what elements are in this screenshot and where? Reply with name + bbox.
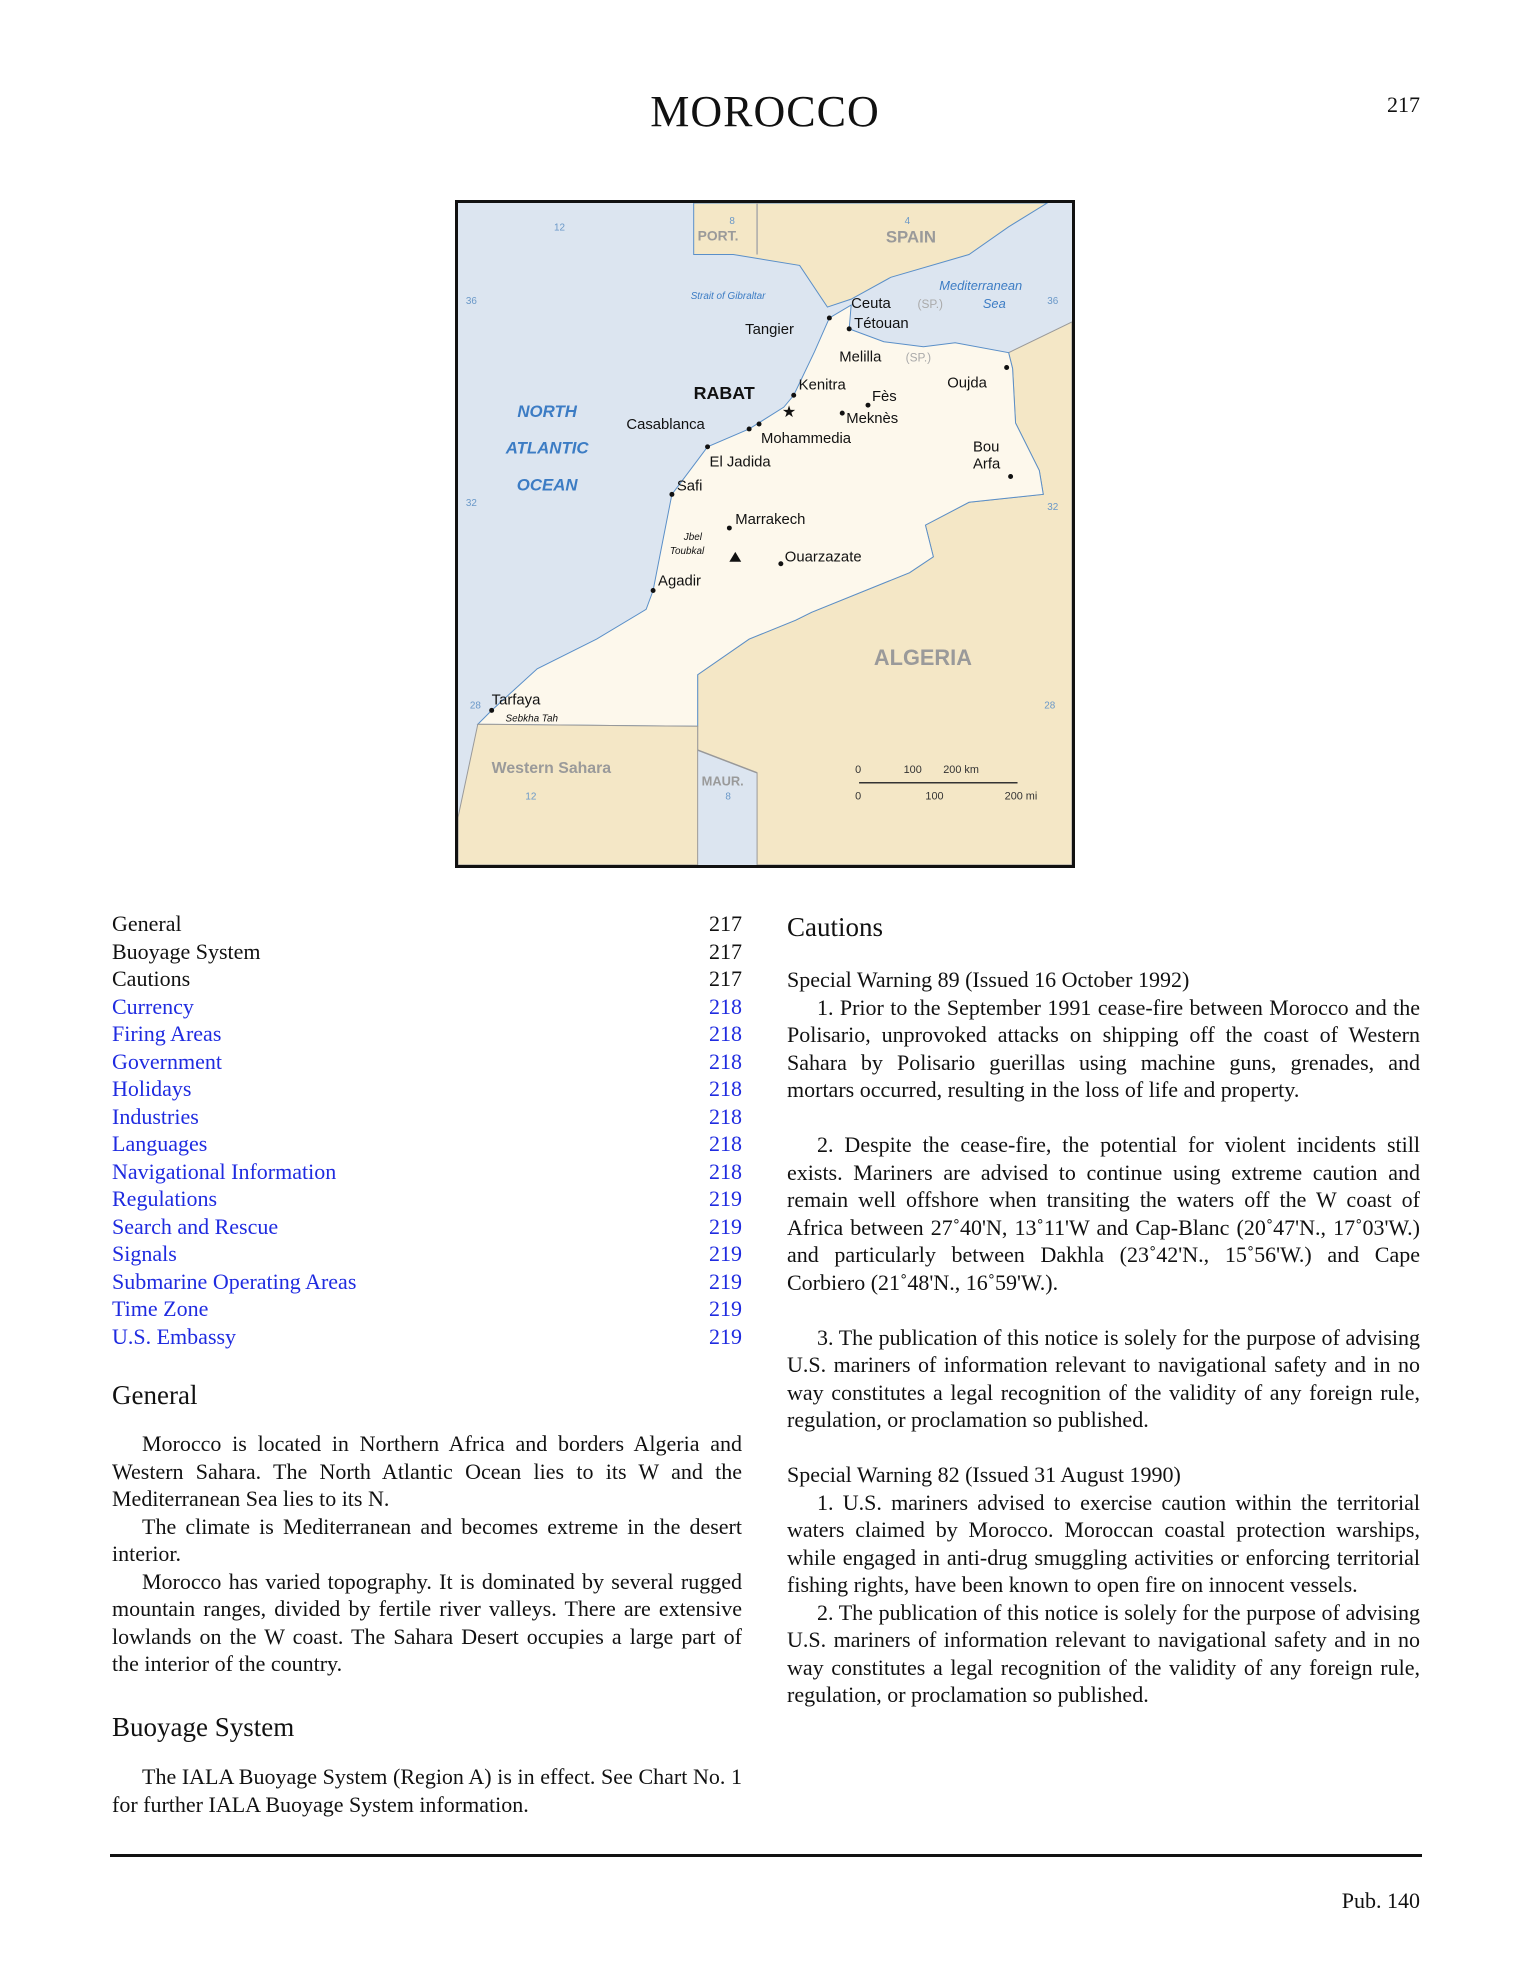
paragraph: 2. The publication of this notice is solely for the purpose of advising U.S. mariners of information relevant to navigational safety and in no way constitutes a legal recognition of the validity of any foreign rule, regulation, or proclamation so published. <box>787 1599 1420 1707</box>
toc-page: 218 <box>709 993 742 1019</box>
cautions-section <box>787 910 1420 1709</box>
map-svg <box>458 203 1072 865</box>
toc-label: Firing Areas <box>112 1021 222 1046</box>
morocco-map <box>455 200 1075 868</box>
city-label: Fès <box>871 389 897 406</box>
toc-page: 219 <box>709 1241 742 1266</box>
toc-label: Navigational Information <box>112 1158 337 1184</box>
toc-page: 218 <box>709 1158 742 1184</box>
toc-label: Government <box>112 1048 222 1074</box>
graticule-label: 12 <box>525 791 537 803</box>
scale-label: 0 <box>855 763 862 776</box>
toc-entry[interactable] <box>112 1130 742 1158</box>
toc-entry[interactable] <box>112 1020 742 1048</box>
toc-label: General <box>112 911 182 936</box>
toc-entry[interactable] <box>112 1240 742 1268</box>
toc-label: Regulations <box>112 1186 218 1211</box>
toc-entry[interactable] <box>112 1295 742 1323</box>
label-ocean-3: OCEAN <box>516 475 578 495</box>
label-spain: SPAIN <box>885 227 936 247</box>
toc-page: 217 <box>709 911 742 936</box>
scale-label: 200 mi <box>1004 790 1038 803</box>
toc-page: 219 <box>709 1186 742 1211</box>
section-heading: Buoyage System <box>112 1712 295 1742</box>
paragraph: Morocco is located in Northern Africa and borders Algeria and Western Sahara. The North Atlantic Ocean lies to its W and the Mediterranean Sea lies to its N. <box>112 1431 742 1511</box>
publication-label: Pub. 140 <box>1341 1888 1420 1913</box>
city-label: Mohammedia <box>761 430 852 447</box>
toc-label: Submarine Operating Areas <box>112 1268 357 1294</box>
toc-page: 219 <box>709 1296 742 1321</box>
toc-page: 219 <box>709 1268 742 1294</box>
toc-label: Search and Rescue <box>112 1213 279 1239</box>
city-label: Tarfaya <box>491 692 541 709</box>
label-rabat: RABAT <box>693 383 755 404</box>
paragraph: The IALA Buoyage System (Region A) is in effect. See Chart No. 1 for further IALA Buoyage System information. <box>112 1764 742 1817</box>
label-ocean-1: NORTH <box>517 402 577 422</box>
city-label: Oujda <box>947 375 987 392</box>
toc-entry[interactable] <box>112 993 742 1021</box>
label-algeria: ALGERIA <box>873 644 972 670</box>
footer-rule <box>110 1854 1422 1857</box>
toc-label: Time Zone <box>112 1296 209 1321</box>
graticule-label: 28 <box>469 700 481 712</box>
western-sahara-land <box>458 724 698 865</box>
warning-title: Special Warning 82 (Issued 31 August 1990) <box>787 1462 1181 1487</box>
paragraph: 2. Despite the cease-fire, the potential for violent incidents still exists. Mariners are advised to continue using extreme caution and remain well offshore when transiting the waters off the W coast of Africa between 27˚40'N, 13˚11'W and Cap-Blanc (20˚47'N., 17˚03'W.) and particularly between Dakhla (23˚42'N., 15˚56'W.) and Cape Corbiero (21˚48'N., 16˚59'W.). <box>787 1132 1420 1295</box>
toc-label: Holidays <box>112 1076 192 1101</box>
page-title: MOROCCO <box>650 87 880 136</box>
warning-title: Special Warning 89 (Issued 16 October 1992) <box>787 967 1190 992</box>
toc-page: 217 <box>709 938 742 964</box>
city-label: Tangier <box>745 321 794 338</box>
toc-entry[interactable] <box>112 1185 742 1213</box>
city-label: Safi <box>676 478 703 495</box>
toc-entry <box>112 965 742 993</box>
paragraph: 1. Prior to the September 1991 cease-fire between Morocco and the Polisario, unprovoked attacks on shipping off the coast of Western Sahara by Polisario guerillas using machine guns, grenades, and mortars occurred, resulting in the loss of life and property. <box>787 994 1420 1102</box>
toc-page: 219 <box>709 1323 742 1349</box>
city-label: (SP.) <box>905 350 932 365</box>
city-label: Agadir <box>658 573 701 590</box>
toc-label: Languages <box>112 1131 208 1156</box>
page-number: 217 <box>1387 92 1420 117</box>
toc-page: 218 <box>709 1076 742 1101</box>
city-label: Tétouan <box>854 315 909 332</box>
label-ocean-2: ATLANTIC <box>505 438 589 458</box>
section-heading: General <box>112 1380 198 1410</box>
toc-page: 218 <box>709 1048 742 1074</box>
toc-label: U.S. Embassy <box>112 1323 237 1349</box>
label-western-sahara: Western Sahara <box>491 759 612 777</box>
toc-label: Cautions <box>112 966 191 991</box>
scale-label: 100 <box>925 790 944 803</box>
label-mauritania: MAUR. <box>701 773 744 789</box>
scale-label: 200 km <box>943 763 979 776</box>
toc-page: 218 <box>709 1021 742 1046</box>
toc-label: Buoyage System <box>112 938 261 964</box>
label-portugal: PORT. <box>697 227 739 244</box>
graticule-label: 8 <box>729 215 735 227</box>
buoyage-section <box>112 1710 742 1818</box>
city-label: Kenitra <box>798 377 846 394</box>
toc-label: Industries <box>112 1103 199 1129</box>
city-label: Marrakech <box>735 512 806 529</box>
toc-page: 217 <box>709 966 742 991</box>
toc-page: 219 <box>709 1213 742 1239</box>
general-section <box>112 1378 742 1678</box>
graticule-label: 28 <box>1044 700 1056 712</box>
table-of-contents <box>112 910 742 1350</box>
paragraph: 1. U.S. mariners advised to exercise caution within the territorial waters claimed by Morocco. Moroccan coastal protection warships, while engaged in anti-drug smuggling activities or enforcing territorial fishing rights, have been known to open fire on innocent vessels. <box>787 1489 1420 1597</box>
scale-label: 0 <box>855 790 862 803</box>
toc-entry <box>112 938 742 966</box>
toc-page: 218 <box>709 1103 742 1129</box>
graticule-label: 8 <box>725 791 731 803</box>
toc-entry[interactable] <box>112 1268 742 1296</box>
city-label: El Jadida <box>709 454 771 471</box>
section-heading: Cautions <box>787 912 884 942</box>
toc-label: Signals <box>112 1241 177 1266</box>
peak-label: Toubkal <box>669 545 705 557</box>
city-label: Ouarzazate <box>784 549 862 566</box>
peak-label: Jbel <box>683 531 702 543</box>
toc-label: Currency <box>112 993 194 1019</box>
label-strait: Strait of Gibraltar <box>690 291 766 303</box>
paragraph: The climate is Mediterranean and becomes extreme in the desert interior. <box>112 1513 742 1566</box>
paragraph: Morocco has varied topography. It is dominated by several rugged mountain ranges, divided by fertile river valleys. There are extensive lowlands on the W coast. The Sahara Desert occupies a large part of the interior of the country. <box>112 1568 742 1676</box>
toc-entry[interactable] <box>112 1103 742 1131</box>
toc-entry[interactable] <box>112 1075 742 1103</box>
graticule-label: 12 <box>554 222 566 234</box>
toc-entry[interactable] <box>112 1323 742 1351</box>
label-med-1: Mediterranean <box>939 278 1023 294</box>
graticule-label: 32 <box>465 498 477 510</box>
city-label: Melilla <box>839 349 882 366</box>
paragraph: 3. The publication of this notice is solely for the purpose of advising U.S. mariners of information relevant to navigational safety and in no way constitutes a legal recognition of the validity of any foreign rule, regulation, or proclamation so published. <box>787 1324 1420 1432</box>
city-label: Meknès <box>846 411 899 428</box>
city-label: Sebkha Tah <box>505 713 558 725</box>
graticule-label: 32 <box>1047 502 1059 514</box>
toc-entry <box>112 910 742 938</box>
toc-entry[interactable] <box>112 1213 742 1241</box>
city-label: Casablanca <box>626 416 705 433</box>
capital-star-icon: ★ <box>781 404 797 422</box>
graticule-label: 36 <box>1047 296 1059 308</box>
city-label: Arfa <box>972 456 1001 473</box>
graticule-label: 36 <box>465 296 477 308</box>
city-label: Bou <box>972 439 1000 456</box>
city-label: Ceuta <box>851 296 891 313</box>
toc-page: 218 <box>709 1131 742 1156</box>
toc-entry[interactable] <box>112 1158 742 1186</box>
graticule-label: 4 <box>904 215 911 227</box>
toc-entry[interactable] <box>112 1048 742 1076</box>
scale-label: 100 <box>903 763 922 776</box>
city-label: (SP.) <box>917 297 944 312</box>
label-med-2: Sea <box>982 296 1006 312</box>
